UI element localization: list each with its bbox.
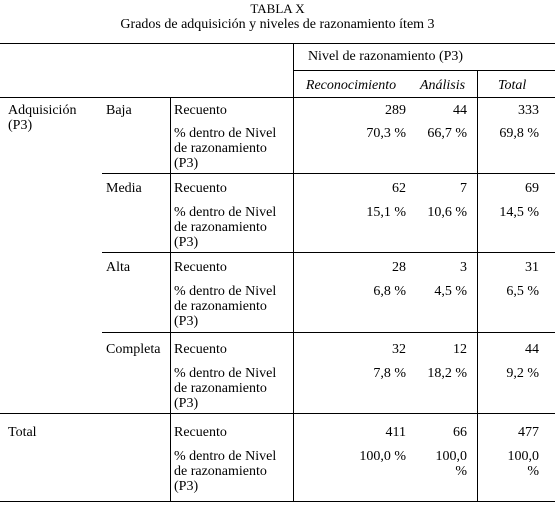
cell-value: 44 <box>453 103 467 118</box>
measure-recuento: Recuento <box>174 260 227 275</box>
row-group-adquisicion: Adquisición (P3) <box>8 103 77 133</box>
rule-header-bottom <box>0 97 555 98</box>
measure-pct: % dentro de Nivel de razonamiento (P3) <box>174 449 277 494</box>
cell-value: 66 <box>453 425 467 440</box>
rule-measure-left <box>170 97 171 501</box>
cell-value: 4,5 % <box>434 284 467 299</box>
measure-pct: % dentro de Nivel de razonamiento (P3) <box>174 126 277 171</box>
cell-value: 28 <box>392 260 406 275</box>
measure-recuento: Recuento <box>174 181 227 196</box>
rule-top <box>0 43 555 44</box>
cell-value: 66,7 % <box>427 126 467 141</box>
cell-value: 62 <box>392 181 406 196</box>
cell-value: 333 <box>518 103 539 118</box>
measure-pct: % dentro de Nivel de razonamiento (P3) <box>174 366 277 411</box>
crosstab-table <box>0 43 555 502</box>
level-label: Alta <box>106 260 131 275</box>
header-analisis: Análisis <box>419 78 466 93</box>
cell-value: 6,8 % <box>373 284 406 299</box>
measure-recuento: Recuento <box>174 425 227 440</box>
row-group-total: Total <box>8 425 37 440</box>
header-group-label: Nivel de razonamiento (P3) <box>307 49 464 64</box>
cell-value: 69 <box>525 181 539 196</box>
measure-pct: % dentro de Nivel de razonamiento (P3) <box>174 205 277 250</box>
cell-value: 411 <box>385 425 406 440</box>
cell-value: 32 <box>392 342 406 357</box>
header-total: Total <box>498 78 527 93</box>
table-label: TABLA X <box>250 1 305 16</box>
cell-value: 100,0 % <box>507 449 539 479</box>
cell-value: 18,2 % <box>427 366 467 381</box>
cell-value: 14,5 % <box>499 205 539 220</box>
level-label: Baja <box>106 103 132 118</box>
cell-value: 477 <box>518 425 539 440</box>
cell-value: 15,1 % <box>366 205 406 220</box>
cell-value: 100,0 % <box>359 449 406 464</box>
measure-recuento: Recuento <box>174 342 227 357</box>
measure-pct: % dentro de Nivel de razonamiento (P3) <box>174 284 277 329</box>
cell-value: 100,0 % <box>435 449 467 479</box>
rule-adquisicion-bottom <box>0 413 555 414</box>
cell-value: 6,5 % <box>506 284 539 299</box>
cell-value: 44 <box>525 342 539 357</box>
cell-value: 3 <box>460 260 467 275</box>
rule-bottom <box>0 501 555 502</box>
cell-value: 70,3 % <box>366 126 406 141</box>
cell-value: 31 <box>525 260 539 275</box>
header-reconocimiento: Reconocimiento <box>305 78 397 93</box>
cell-value: 69,8 % <box>499 126 539 141</box>
table-title: Grados de adquisición y niveles de razonamiento ítem 3 <box>120 17 435 32</box>
cell-value: 10,6 % <box>427 205 467 220</box>
measure-recuento: Recuento <box>174 103 227 118</box>
rule-group-header <box>293 70 555 71</box>
cell-value: 289 <box>385 103 406 118</box>
level-label: Media <box>106 181 142 196</box>
cell-value: 7 <box>460 181 467 196</box>
cell-value: 7,8 % <box>373 366 406 381</box>
cell-value: 9,2 % <box>506 366 539 381</box>
level-label: Completa <box>106 342 161 357</box>
cell-value: 12 <box>453 342 467 357</box>
